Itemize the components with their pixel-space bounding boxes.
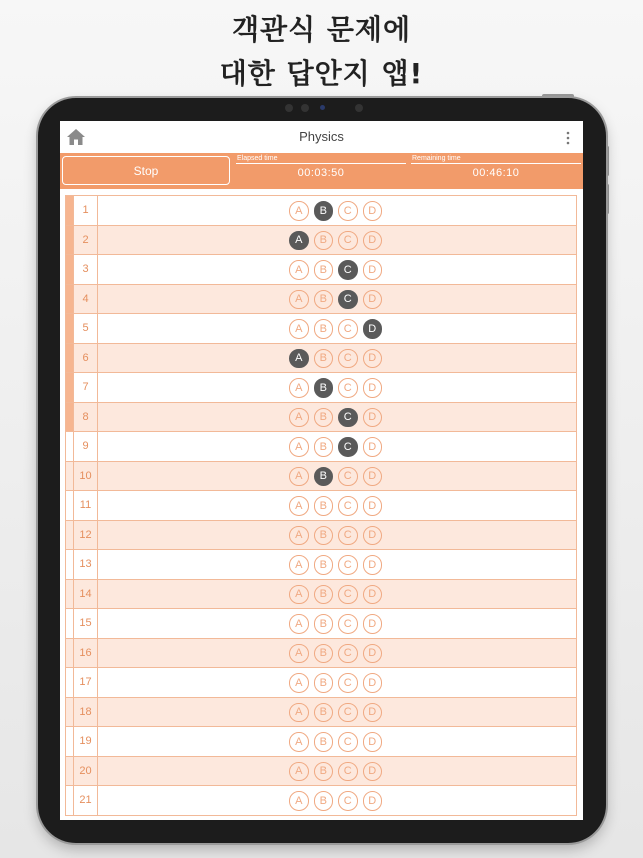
device-volume-down-button [606,184,609,214]
option-bubble-b[interactable]: B [314,319,334,339]
option-bubble-b[interactable]: B [314,290,334,310]
stop-button[interactable]: Stop [62,156,230,185]
elapsed-time-label: Elapsed time [236,155,406,164]
option-bubble-b[interactable]: B [314,555,334,575]
answered-indicator [66,285,73,314]
elapsed-time [236,155,406,187]
option-bubble-a[interactable]: A [289,349,309,369]
remaining-time-value: 00:46:10 [472,167,520,179]
answer-options [289,201,382,221]
option-bubble-d[interactable]: D [363,614,383,634]
question-number: 9 [73,432,98,461]
answered-indicator [66,580,73,609]
option-bubble-a[interactable]: A [289,408,309,428]
remaining-time [411,155,581,187]
answer-options [289,791,382,811]
device-volume-up-button [606,146,609,176]
answered-indicator [66,432,73,461]
question-number: 11 [73,491,98,520]
option-bubble-a[interactable]: A [289,319,309,339]
question-number: 13 [73,550,98,579]
option-bubble-c[interactable]: C [338,260,358,280]
answer-options [289,703,382,723]
question-number: 15 [73,609,98,638]
answer-row [66,579,576,609]
answer-row [66,549,576,579]
answered-indicator [66,196,73,225]
question-number: 17 [73,668,98,697]
option-bubble-c[interactable]: C [338,585,358,605]
answer-row [66,431,576,461]
option-bubble-d[interactable]: D [363,496,383,516]
answer-row [66,667,576,697]
option-bubble-b[interactable]: B [314,614,334,634]
answered-indicator [66,727,73,756]
question-number: 6 [73,344,98,373]
option-bubble-c[interactable]: C [338,201,358,221]
answer-row [66,313,576,343]
option-bubble-b[interactable]: B [314,496,334,516]
elapsed-time-value: 00:03:50 [297,167,345,179]
option-bubble-d[interactable]: D [363,408,383,428]
option-bubble-b[interactable]: B [314,703,334,723]
question-number: 16 [73,639,98,668]
option-bubble-c[interactable]: C [338,762,358,782]
option-bubble-a[interactable]: A [289,231,309,251]
answered-indicator [66,639,73,668]
option-bubble-b[interactable]: B [314,378,334,398]
option-bubble-d[interactable]: D [363,555,383,575]
answer-options [289,290,382,310]
navigation-bar [60,121,583,153]
answer-options [289,408,382,428]
option-bubble-a[interactable]: A [289,555,309,575]
option-bubble-c[interactable]: C [338,732,358,752]
answer-row [66,225,576,255]
answer-row [66,195,576,225]
answer-row [66,726,576,756]
option-bubble-d[interactable]: D [363,378,383,398]
headline-line-1: 객관식 문제에 [231,13,412,46]
answer-row [66,343,576,373]
option-bubble-c[interactable]: C [338,231,358,251]
option-bubble-d[interactable]: D [363,349,383,369]
answer-row [66,785,576,815]
option-bubble-a[interactable]: A [289,201,309,221]
answer-options [289,762,382,782]
option-bubble-a[interactable]: A [289,260,309,280]
option-bubble-c[interactable]: C [338,791,358,811]
question-number: 14 [73,580,98,609]
question-number: 4 [73,285,98,314]
answer-options [289,378,382,398]
option-bubble-b[interactable]: B [314,349,334,369]
answer-options [289,614,382,634]
answer-options [289,555,382,575]
answer-row [66,608,576,638]
option-bubble-b[interactable]: B [314,585,334,605]
answered-indicator [66,668,73,697]
answered-indicator [66,786,73,815]
answer-options [289,231,382,251]
answer-row [66,402,576,432]
option-bubble-a[interactable]: A [289,526,309,546]
option-bubble-b[interactable]: B [314,408,334,428]
question-number: 12 [73,521,98,550]
option-bubble-d[interactable]: D [363,201,383,221]
option-bubble-d[interactable]: D [363,467,383,487]
answer-options [289,260,382,280]
answered-indicator [66,698,73,727]
question-number: 8 [73,403,98,432]
answer-options [289,437,382,457]
option-bubble-d[interactable]: D [363,526,383,546]
headline-line-2: 대한 답안지 앱! [219,57,424,90]
option-bubble-a[interactable]: A [289,585,309,605]
option-bubble-d[interactable]: D [363,644,383,664]
answer-options [289,349,382,369]
option-bubble-d[interactable]: D [363,762,383,782]
answered-indicator [66,373,73,402]
option-bubble-b[interactable]: B [314,644,334,664]
answer-options [289,467,382,487]
option-bubble-b[interactable]: B [314,526,334,546]
option-bubble-b[interactable]: B [314,201,334,221]
option-bubble-a[interactable]: A [289,762,309,782]
option-bubble-a[interactable]: A [289,673,309,693]
question-number: 21 [73,786,98,815]
option-bubble-c[interactable]: C [338,467,358,487]
option-bubble-c[interactable]: C [338,290,358,310]
option-bubble-a[interactable]: A [289,496,309,516]
option-bubble-b[interactable]: B [314,467,334,487]
answered-indicator [66,462,73,491]
page-title: Physics [299,129,344,144]
option-bubble-c[interactable]: C [338,703,358,723]
option-bubble-d[interactable]: D [363,703,383,723]
answered-indicator [66,255,73,284]
camera-bar [285,104,365,112]
question-number: 5 [73,314,98,343]
question-number: 18 [73,698,98,727]
answer-row [66,490,576,520]
answered-indicator [66,491,73,520]
answer-options [289,585,382,605]
option-bubble-a[interactable]: A [289,791,309,811]
option-bubble-c[interactable]: C [338,526,358,546]
answer-options [289,526,382,546]
answer-row [66,697,576,727]
option-bubble-a[interactable]: A [289,467,309,487]
question-number: 1 [73,196,98,225]
question-number: 19 [73,727,98,756]
option-bubble-c[interactable]: C [338,555,358,575]
question-number: 7 [73,373,98,402]
option-bubble-c[interactable]: C [338,349,358,369]
option-bubble-b[interactable]: B [314,437,334,457]
answered-indicator [66,521,73,550]
answer-row [66,284,576,314]
option-bubble-c[interactable]: C [338,614,358,634]
option-bubble-b[interactable]: B [314,673,334,693]
option-bubble-d[interactable]: D [363,437,383,457]
option-bubble-a[interactable]: A [289,614,309,634]
option-bubble-b[interactable]: B [314,732,334,752]
answer-sheet-list [65,195,577,816]
answer-row [66,461,576,491]
answer-options [289,673,382,693]
answer-row [66,520,576,550]
option-bubble-a[interactable]: A [289,703,309,723]
answered-indicator [66,609,73,638]
option-bubble-b[interactable]: B [314,260,334,280]
option-bubble-a[interactable]: A [289,437,309,457]
option-bubble-c[interactable]: C [338,673,358,693]
question-number: 20 [73,757,98,786]
option-bubble-d[interactable]: D [363,585,383,605]
option-bubble-b[interactable]: B [314,791,334,811]
option-bubble-b[interactable]: B [314,231,334,251]
more-vertical-icon[interactable] [565,130,571,146]
option-bubble-c[interactable]: C [338,378,358,398]
answer-row [66,372,576,402]
option-bubble-b[interactable]: B [314,762,334,782]
answered-indicator [66,550,73,579]
app-screen [60,121,583,820]
remaining-time-label: Remaining time [411,155,581,164]
answer-row [66,638,576,668]
answer-options [289,732,382,752]
option-bubble-d[interactable]: D [363,673,383,693]
question-number: 10 [73,462,98,491]
answered-indicator [66,403,73,432]
option-bubble-a[interactable]: A [289,644,309,664]
answered-indicator [66,314,73,343]
option-bubble-c[interactable]: C [338,437,358,457]
answer-options [289,644,382,664]
option-bubble-d[interactable]: D [363,732,383,752]
option-bubble-d[interactable]: D [363,290,383,310]
option-bubble-d[interactable]: D [363,260,383,280]
question-number: 3 [73,255,98,284]
option-bubble-a[interactable]: A [289,378,309,398]
option-bubble-d[interactable]: D [363,231,383,251]
answer-options [289,319,382,339]
option-bubble-c[interactable]: C [338,319,358,339]
answer-options [289,496,382,516]
timer-bar [60,153,583,189]
option-bubble-c[interactable]: C [338,408,358,428]
question-number: 2 [73,226,98,255]
option-bubble-d[interactable]: D [363,791,383,811]
option-bubble-a[interactable]: A [289,290,309,310]
answered-indicator [66,344,73,373]
option-bubble-c[interactable]: C [338,644,358,664]
option-bubble-d[interactable]: D [363,319,383,339]
answer-row [66,756,576,786]
answered-indicator [66,757,73,786]
answer-row [66,254,576,284]
option-bubble-a[interactable]: A [289,732,309,752]
answered-indicator [66,226,73,255]
option-bubble-c[interactable]: C [338,496,358,516]
